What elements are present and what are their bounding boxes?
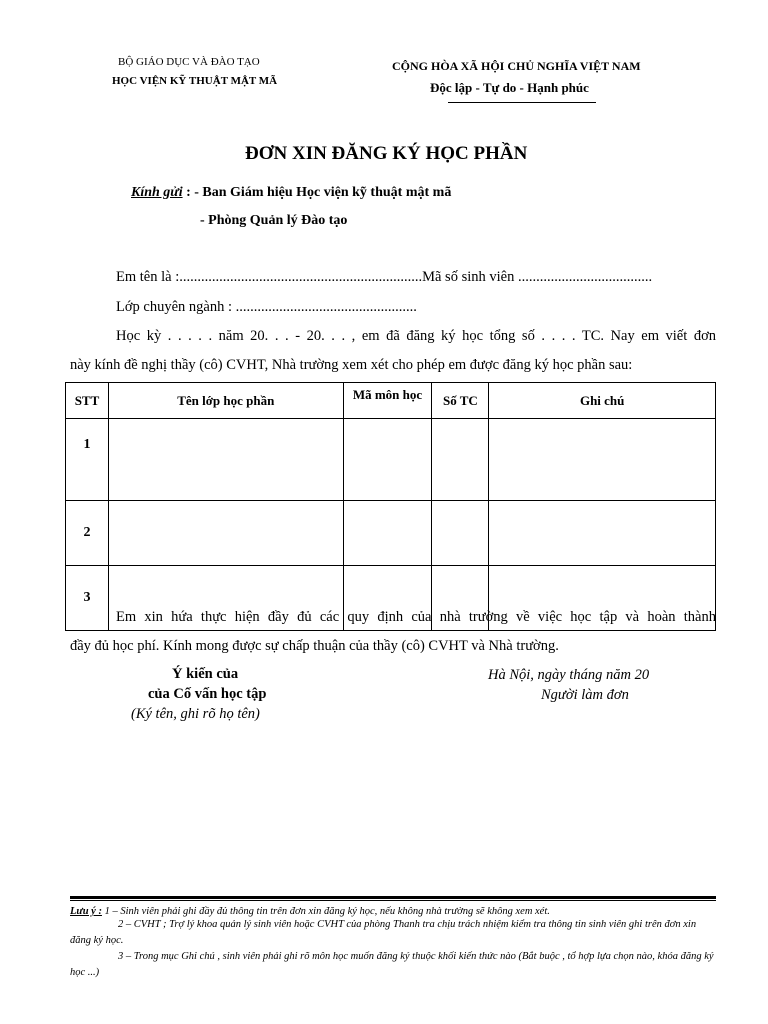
notes-label: Lưu ý : xyxy=(70,906,102,917)
header-notes: Ghi chú xyxy=(489,383,716,419)
credits-cell[interactable] xyxy=(432,501,489,566)
recipient-1: - Ban Giám hiệu Học viện kỹ thuật mật mã xyxy=(194,185,452,200)
notes-cell[interactable] xyxy=(489,419,716,501)
course-table xyxy=(65,382,716,631)
motto-underline xyxy=(448,102,596,103)
ministry-name: BỘ GIÁO DỤC VÀ ĐÀO TẠO xyxy=(118,56,260,68)
header-stt: STT xyxy=(66,383,109,419)
document-title: ĐƠN XIN ĐĂNG KÝ HỌC PHẦN xyxy=(245,143,528,164)
semester-field-line[interactable]: Học kỳ . . . . . năm 20. . . - 20. . . , em đã đăng ký học tổng số . . . . TC. Nay em viết đơn xyxy=(116,328,716,344)
header-course-code: Mã môn học xyxy=(343,383,432,419)
class-field-line[interactable]: Lớp chuyên ngành : .................................................. xyxy=(116,299,417,315)
advisor-opinion-subtitle: của Cố vấn học tập xyxy=(148,686,267,702)
advisor-opinion-title: Ý kiến của xyxy=(172,666,239,682)
header-credits: Số TC xyxy=(432,383,489,419)
table-header-row xyxy=(66,383,716,419)
row-stt: 2 xyxy=(66,501,109,566)
table-row xyxy=(66,419,716,501)
table-row xyxy=(66,501,716,566)
row-stt: 1 xyxy=(66,419,109,501)
course-name-cell[interactable] xyxy=(108,501,343,566)
footer-divider xyxy=(70,896,716,899)
national-motto: Độc lập - Tự do - Hạnh phúc xyxy=(430,80,589,95)
closing-line-1: Em xin hứa thực hiện đầy đủ các quy định của nhà trường về việc học tập và hoàn thành xyxy=(116,609,716,625)
footer-divider-thin xyxy=(70,900,716,901)
credits-cell[interactable] xyxy=(432,419,489,501)
course-code-cell[interactable] xyxy=(343,501,432,566)
recipients-label: Kính gửi xyxy=(131,185,183,200)
note-3: 3 – Trong mục Ghi chú , sinh viên phải ghi rõ môn học muốn đăng ký thuộc khối kiến thức nào (Bắt buộc , tổ hợp lựa chọn nào, khóa đăng ký học ...) xyxy=(70,951,714,978)
course-code-cell[interactable] xyxy=(343,419,432,501)
note-2: 2 – CVHT ; Trợ lý khoa quản lý sinh viên hoặc CVHT của phòng Thanh tra chịu trách nhiệm kiểm tra thông tin sinh viên ghi trên đơn xin đăng ký học. xyxy=(70,919,697,946)
header-course-name: Tên lớp học phần xyxy=(108,383,343,419)
recipient-2: - Phòng Quản lý Đào tạo xyxy=(200,213,348,228)
applicant-label: Người làm đơn xyxy=(541,687,629,703)
name-field-line[interactable]: Em tên là :...................................................................Mã số sinh viên ..................................... xyxy=(116,269,653,285)
closing-line-2: đầy đủ học phí. Kính mong được sự chấp thuận của thầy (cô) CVHT và Nhà trường. xyxy=(70,638,559,654)
academy-name: HỌC VIỆN KỸ THUẬT MẬT MÃ xyxy=(112,75,278,87)
row-stt: 3 xyxy=(66,566,109,631)
request-line: này kính đề nghị thầy (cô) CVHT, Nhà trường xem xét cho phép em được đăng ký học phần sau: xyxy=(70,357,633,373)
advisor-sign-instruction: (Ký tên, ghi rõ họ tên) xyxy=(131,706,260,722)
date-line: Hà Nội, ngày tháng năm 20 xyxy=(488,667,650,683)
course-name-cell[interactable] xyxy=(108,419,343,501)
recipients-line-1 xyxy=(131,185,451,201)
recipients-separator: : xyxy=(182,185,195,200)
republic-name: CỘNG HÒA XÃ HỘI CHỦ NGHĨA VIỆT NAM xyxy=(392,59,641,73)
notes-cell[interactable] xyxy=(489,501,716,566)
note-1-text: 1 – Sinh viên phải ghi đầy đủ thông tin trên đơn xin đăng ký học, nếu không nhà trường sẽ không xem xét. xyxy=(101,906,550,917)
